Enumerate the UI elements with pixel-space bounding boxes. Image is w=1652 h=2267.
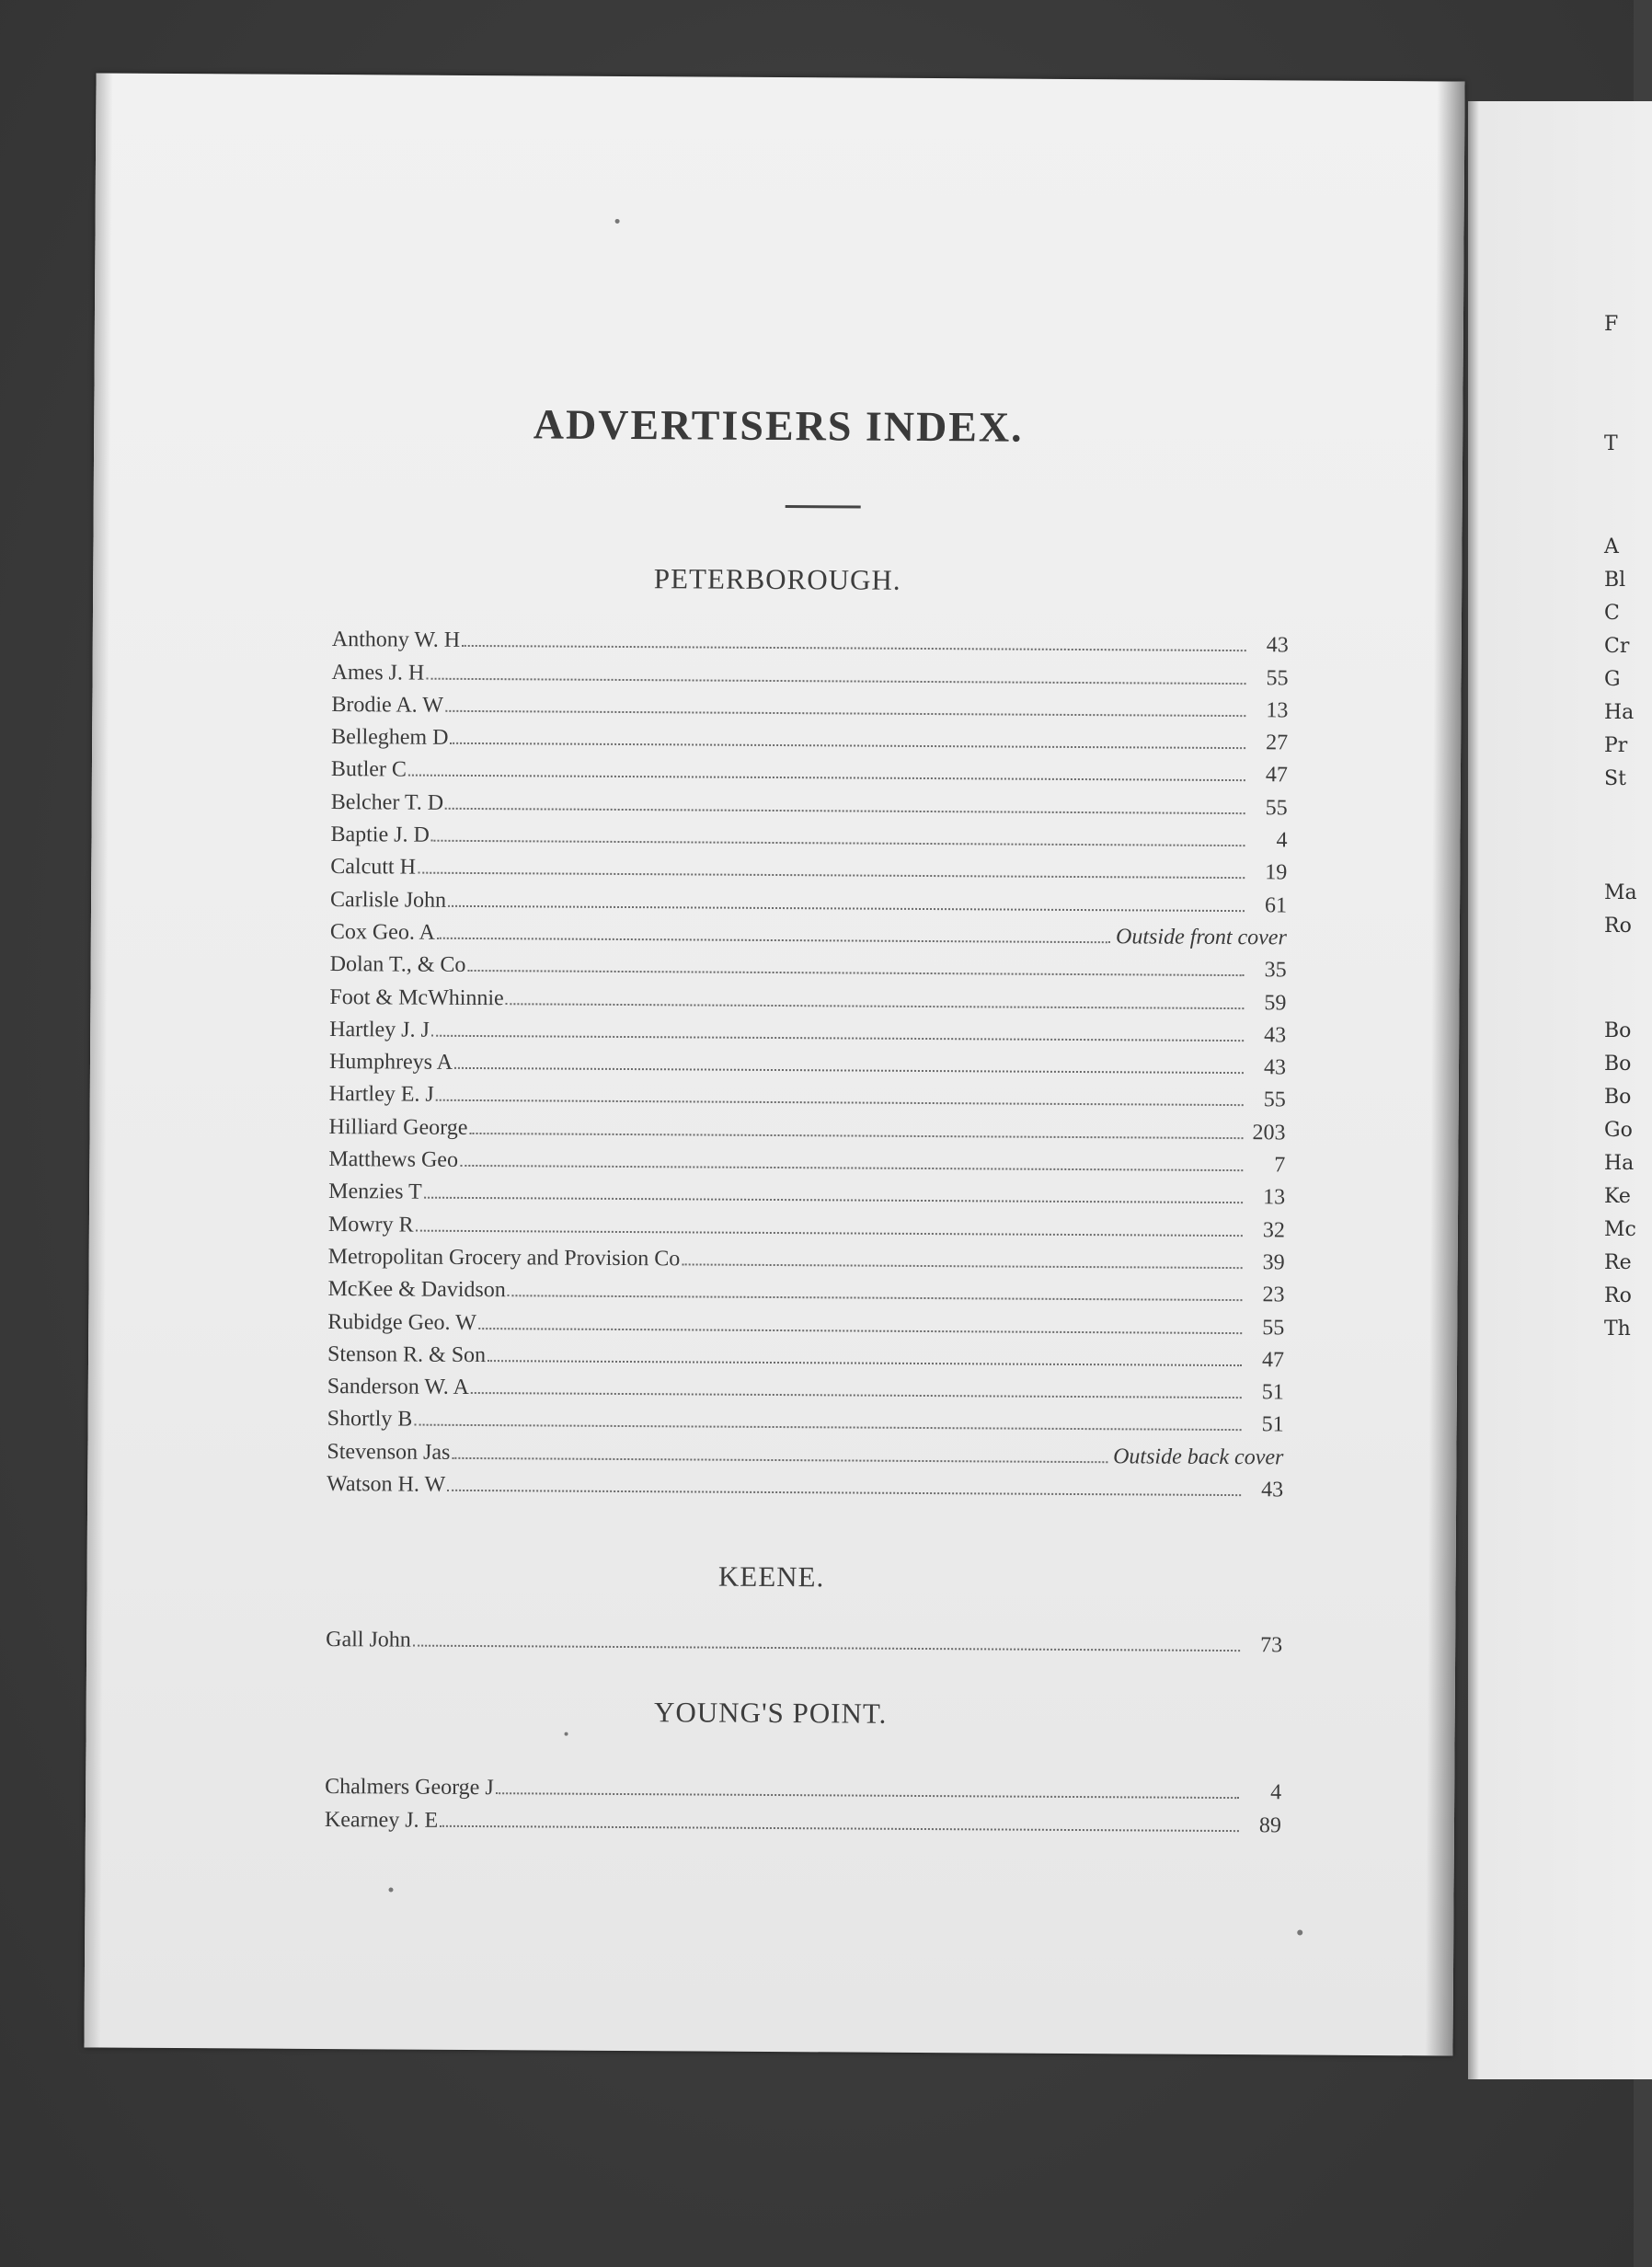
dot-leader: [467, 970, 1244, 976]
dot-leader: [448, 905, 1245, 912]
advertiser-name: Foot & McWhinnie: [329, 984, 504, 1010]
page-reference: 35: [1264, 958, 1287, 983]
page-reference: 43: [1263, 1055, 1287, 1080]
dot-leader: [437, 938, 1110, 943]
dot-leader: [431, 1035, 1244, 1041]
page-reference: 55: [1262, 1315, 1285, 1340]
advertiser-name: Sanderson W. A: [327, 1375, 469, 1400]
adjacent-page-fragment: G: [1604, 668, 1621, 691]
title-rule: [786, 505, 861, 509]
adjacent-page-fragment: F: [1604, 313, 1619, 336]
adjacent-page-fragment: Bo: [1604, 1086, 1632, 1109]
section-heading-keene: KEENE.: [717, 1559, 825, 1594]
dot-leader: [416, 1229, 1243, 1236]
dot-leader: [447, 1490, 1241, 1496]
dot-leader: [445, 808, 1245, 814]
dot-leader: [488, 1360, 1242, 1366]
adjacent-page-fragment: Ma: [1604, 881, 1637, 904]
index-list-peterborough: [327, 620, 1289, 1502]
advertiser-name: Belcher T. D: [330, 789, 444, 815]
page-reference: 13: [1266, 698, 1289, 723]
adjacent-page-fragment: Re: [1604, 1251, 1632, 1274]
index-list-keene: [326, 1620, 1282, 1659]
adjacent-page-fragment: Ro: [1604, 915, 1632, 938]
dot-leader: [452, 1457, 1107, 1463]
advertiser-name: Hartley E. J: [328, 1082, 434, 1108]
dot-leader: [408, 775, 1245, 782]
advertiser-name: Stevenson Jas: [327, 1439, 451, 1465]
dot-leader: [413, 1645, 1240, 1651]
adjacent-page-fragment: Go: [1604, 1119, 1633, 1142]
adjacent-page-fragment: St: [1604, 767, 1626, 790]
advertiser-name: Anthony W. H: [331, 627, 461, 653]
page-reference: 51: [1261, 1380, 1284, 1405]
advertiser-name: Ames J. H: [331, 660, 425, 685]
section-heading-peterborough: PETERBOROUGH.: [653, 562, 901, 596]
dot-leader: [431, 840, 1245, 846]
page-reference: 7: [1274, 1153, 1286, 1178]
page-reference: 43: [1266, 633, 1289, 658]
dot-leader: [478, 1328, 1242, 1334]
page-title: ADVERTISERS INDEX.: [533, 400, 1024, 451]
dot-leader: [418, 872, 1245, 879]
index-page: [84, 73, 1464, 2055]
paper-speck: [565, 1732, 568, 1736]
advertiser-name: Hartley J. J: [329, 1017, 430, 1042]
dot-leader: [462, 645, 1246, 651]
dot-leader: [460, 1165, 1243, 1171]
dot-leader: [508, 1295, 1243, 1301]
section-heading-youngs-point: YOUNG'S POINT.: [653, 1696, 888, 1730]
adjacent-page-fragment: Ke: [1604, 1185, 1631, 1208]
page-reference: 19: [1265, 860, 1288, 885]
advertiser-name: Rubidge Geo. W: [327, 1309, 476, 1335]
dot-leader: [471, 1392, 1242, 1398]
dot-leader: [424, 1197, 1243, 1203]
advertiser-name: Hilliard George: [328, 1114, 468, 1140]
page-reference: 47: [1265, 763, 1289, 788]
index-entry: [326, 1620, 1282, 1659]
advertiser-name: Shortly B: [327, 1407, 413, 1433]
advertiser-name: Humphreys A: [328, 1050, 453, 1076]
advertiser-name: Baptie J. D: [330, 823, 430, 847]
adjacent-page-fragment: Ha: [1604, 1152, 1635, 1175]
dot-leader: [440, 1824, 1239, 1831]
dot-leader: [682, 1263, 1242, 1269]
advertiser-name: McKee & Davidson: [327, 1277, 506, 1303]
page-reference: Outside front cover: [1116, 925, 1287, 950]
page-reference: 4: [1270, 1780, 1282, 1805]
page-reference: 13: [1263, 1185, 1286, 1210]
adjacent-page-fragment: Th: [1604, 1318, 1631, 1341]
page-reference: 89: [1258, 1812, 1282, 1837]
advertiser-name: Belleghem D: [331, 725, 449, 751]
index-entry: [327, 1465, 1283, 1503]
paper-speck: [615, 219, 620, 224]
adjacent-page: [1468, 101, 1652, 2079]
adjacent-page-fragment: Bo: [1604, 1019, 1632, 1042]
page-reference: 73: [1260, 1633, 1283, 1658]
page-reference: 43: [1261, 1478, 1284, 1502]
advertiser-name: Calcutt H: [330, 855, 417, 880]
dot-leader: [450, 742, 1245, 749]
page-reference: 55: [1266, 665, 1289, 690]
page-reference: 47: [1261, 1348, 1285, 1373]
index-list-youngs-point: [325, 1767, 1281, 1838]
advertiser-name: Kearney J. E: [324, 1807, 439, 1833]
advertiser-name: Watson H. W: [327, 1472, 446, 1497]
page-reference: 32: [1262, 1217, 1285, 1243]
adjacent-page-fragment: Ro: [1604, 1284, 1632, 1307]
advertiser-name: Matthews Geo: [328, 1147, 459, 1172]
page-reference: 51: [1261, 1412, 1284, 1437]
advertiser-name: Mowry R: [327, 1212, 414, 1237]
page-reference: 43: [1264, 1023, 1287, 1048]
adjacent-page-fragment: Mc: [1604, 1218, 1636, 1241]
advertiser-name: Menzies T: [328, 1180, 422, 1205]
page-reference: 203: [1252, 1120, 1286, 1145]
page-reference: 39: [1262, 1250, 1285, 1275]
advertiser-name: Chalmers George J: [325, 1775, 494, 1801]
index-entry: [325, 1800, 1281, 1838]
adjacent-page-fragment: T: [1604, 432, 1618, 455]
advertiser-name: Dolan T., & Co: [329, 952, 466, 978]
dot-leader: [469, 1133, 1243, 1139]
paper-speck: [1297, 1929, 1302, 1935]
paper-speck: [388, 1887, 393, 1892]
page-reference: 4: [1276, 828, 1288, 853]
adjacent-page-fragment: Ha: [1604, 701, 1635, 724]
dot-leader: [426, 677, 1245, 684]
advertiser-name: Cox Geo. A: [329, 920, 435, 945]
advertiser-name: Metropolitan Grocery and Provision Co: [327, 1244, 681, 1272]
page-reference: 61: [1264, 892, 1288, 918]
advertiser-name: Brodie A. W: [331, 692, 444, 718]
advertiser-name: Carlisle John: [330, 887, 447, 913]
page-reference: Outside back cover: [1113, 1444, 1284, 1470]
page-reference: 55: [1263, 1087, 1286, 1112]
dot-leader: [454, 1067, 1244, 1074]
dot-leader: [414, 1424, 1241, 1431]
advertiser-name: Stenson R. & Son: [327, 1341, 487, 1367]
advertiser-name: Butler C: [330, 757, 407, 783]
adjacent-page-fragment: Pr: [1604, 734, 1628, 757]
page-reference: 59: [1264, 990, 1287, 1015]
adjacent-page-fragment: Bl: [1604, 569, 1626, 592]
adjacent-page-fragment: A: [1604, 535, 1619, 558]
dot-leader: [436, 1099, 1244, 1106]
page-reference: 27: [1266, 731, 1289, 755]
adjacent-page-fragment: C: [1604, 602, 1620, 625]
dot-leader: [445, 710, 1245, 717]
dot-leader: [496, 1792, 1239, 1799]
page-reference: 23: [1262, 1283, 1285, 1307]
advertiser-name: Gall John: [326, 1628, 411, 1652]
page-reference: 55: [1265, 796, 1288, 821]
dot-leader: [506, 1003, 1245, 1009]
adjacent-page-fragment: Bo: [1604, 1053, 1632, 1076]
adjacent-page-fragment: Cr: [1604, 635, 1630, 658]
